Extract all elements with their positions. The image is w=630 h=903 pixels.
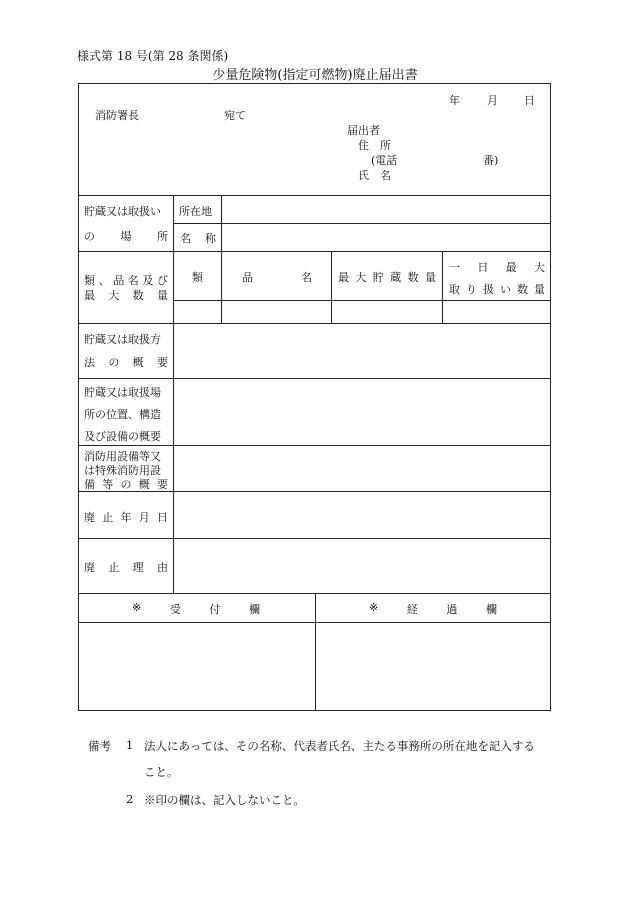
kind-char: び (156, 274, 168, 287)
storage-char: 蔵 (390, 271, 402, 284)
name-char: 称 (205, 232, 216, 245)
note-2-number: 2 (126, 792, 134, 806)
kind-char: 類 (84, 274, 95, 287)
location-char: 所 (157, 230, 168, 243)
fire-label-line3 (84, 476, 168, 492)
note-2-text: ※印の欄は、記入しないこと。 (144, 793, 305, 807)
daily-char: 量 (534, 283, 545, 296)
phone-open: (電話 (371, 154, 398, 167)
date-char: 月 (138, 511, 150, 524)
col-max-storage-header (338, 269, 436, 285)
facility-label-line1: 貯蔵又は取扱場 (84, 386, 161, 399)
storage-char: 大 (355, 271, 367, 284)
kind-char: 及 (142, 274, 154, 287)
storage-char: 最 (338, 271, 349, 284)
reception-char: 付 (209, 603, 221, 616)
progress-char: ※ (369, 601, 379, 614)
product-char: 品 (242, 271, 253, 284)
method-char: 概 (132, 356, 144, 369)
daily-char: 数 (517, 283, 528, 296)
name-label: 氏 名 (358, 169, 391, 182)
method-char: の (108, 356, 120, 369)
notes-heading: 備考 (88, 739, 111, 753)
month-label: 月 (487, 94, 498, 107)
location-label-line2 (84, 228, 168, 244)
reception-char: 欄 (249, 603, 260, 616)
daily-char: り (466, 283, 477, 296)
form-title: 少量危険物(指定可燃物)廃止届出書 (212, 68, 418, 83)
reception-header (132, 601, 260, 617)
date-char: 日 (157, 511, 168, 524)
daily-char: 大 (533, 261, 545, 274)
facility-label-line3: 及び設備の概要 (84, 430, 161, 443)
note-1-number: 1 (126, 738, 134, 752)
method-label-line1: 貯蔵又は取扱方 (84, 333, 161, 346)
kind-char: 名 (127, 274, 139, 287)
method-char: 法 (84, 356, 95, 369)
progress-char: 過 (446, 603, 458, 616)
addressee-suffix: 宛て (224, 109, 246, 122)
date-char: 止 (102, 511, 114, 524)
daily-char: い (500, 283, 511, 296)
kind-char: 最 (84, 289, 95, 302)
reception-char: ※ (132, 601, 142, 614)
form-number: 様式第 18 号(第 28 条関係) (77, 49, 229, 63)
fire-char: の (120, 478, 132, 491)
method-label-line2 (84, 354, 168, 370)
product-char: 名 (301, 271, 312, 284)
reason-char: 由 (156, 561, 168, 574)
fire-char: 等 (102, 478, 114, 491)
fire-char: 概 (138, 478, 150, 491)
daily-char: 扱 (483, 283, 494, 296)
abolish-reason-label (84, 559, 168, 575)
kind-label-line1 (84, 272, 168, 288)
note-1-line1: 法人にあっては、その名称、代表者氏名、主たる事務所の所在地を記入する (144, 739, 535, 753)
abolish-date-label (84, 509, 168, 525)
progress-header (369, 601, 497, 617)
col-daily-max-line1 (449, 259, 545, 275)
storage-char: 数 (407, 271, 419, 284)
addressee: 消防署長 (95, 109, 139, 122)
name-char: 名 (180, 232, 191, 245)
daily-char: 一 (449, 261, 460, 274)
fire-label-line1: 消防用設備等又 (84, 450, 161, 463)
kind-char: 数 (132, 289, 144, 302)
note-1-line2: こと。 (144, 765, 179, 779)
progress-char: 経 (406, 603, 418, 616)
location-char: 場 (120, 230, 132, 243)
address-label: 住 所 (358, 139, 391, 152)
reason-char: 止 (108, 561, 120, 574)
kind-char: 量 (156, 289, 168, 302)
year-label: 年 (449, 94, 460, 107)
notifier-label: 届出者 (347, 124, 380, 137)
phone-close: 番) (483, 154, 499, 167)
col-daily-max-line2 (449, 281, 545, 297)
date-char: 年 (120, 511, 132, 524)
facility-label-line2: 所の位置、構造 (84, 408, 161, 421)
fire-char: 備 (84, 478, 95, 491)
reason-char: 理 (132, 561, 144, 574)
col-product-header (242, 269, 312, 285)
fire-char: 要 (157, 478, 168, 491)
storage-char: 量 (424, 271, 436, 284)
progress-char: 欄 (486, 603, 497, 616)
name-sub-label (180, 230, 216, 246)
location-label-line1: 貯蔵又は取扱い (84, 205, 161, 218)
method-char: 要 (156, 356, 168, 369)
storage-char: 貯 (372, 271, 384, 284)
date-char: 廃 (84, 511, 95, 524)
kind-char: 品 (113, 274, 125, 287)
col-class-header: 類 (192, 271, 203, 284)
day-label: 日 (524, 94, 535, 107)
daily-char: 取 (449, 283, 460, 296)
daily-char: 日 (477, 261, 489, 274)
reason-char: 廃 (84, 561, 95, 574)
address-sub-label: 所在地 (179, 205, 212, 218)
kind-label-line2 (84, 287, 168, 303)
kind-char: 大 (108, 289, 120, 302)
reception-char: 受 (169, 603, 181, 616)
fire-label-line2: は特殊消防用設 (84, 464, 161, 477)
daily-char: 最 (505, 261, 517, 274)
kind-char: 、 (98, 274, 110, 287)
location-char: の (84, 230, 95, 243)
